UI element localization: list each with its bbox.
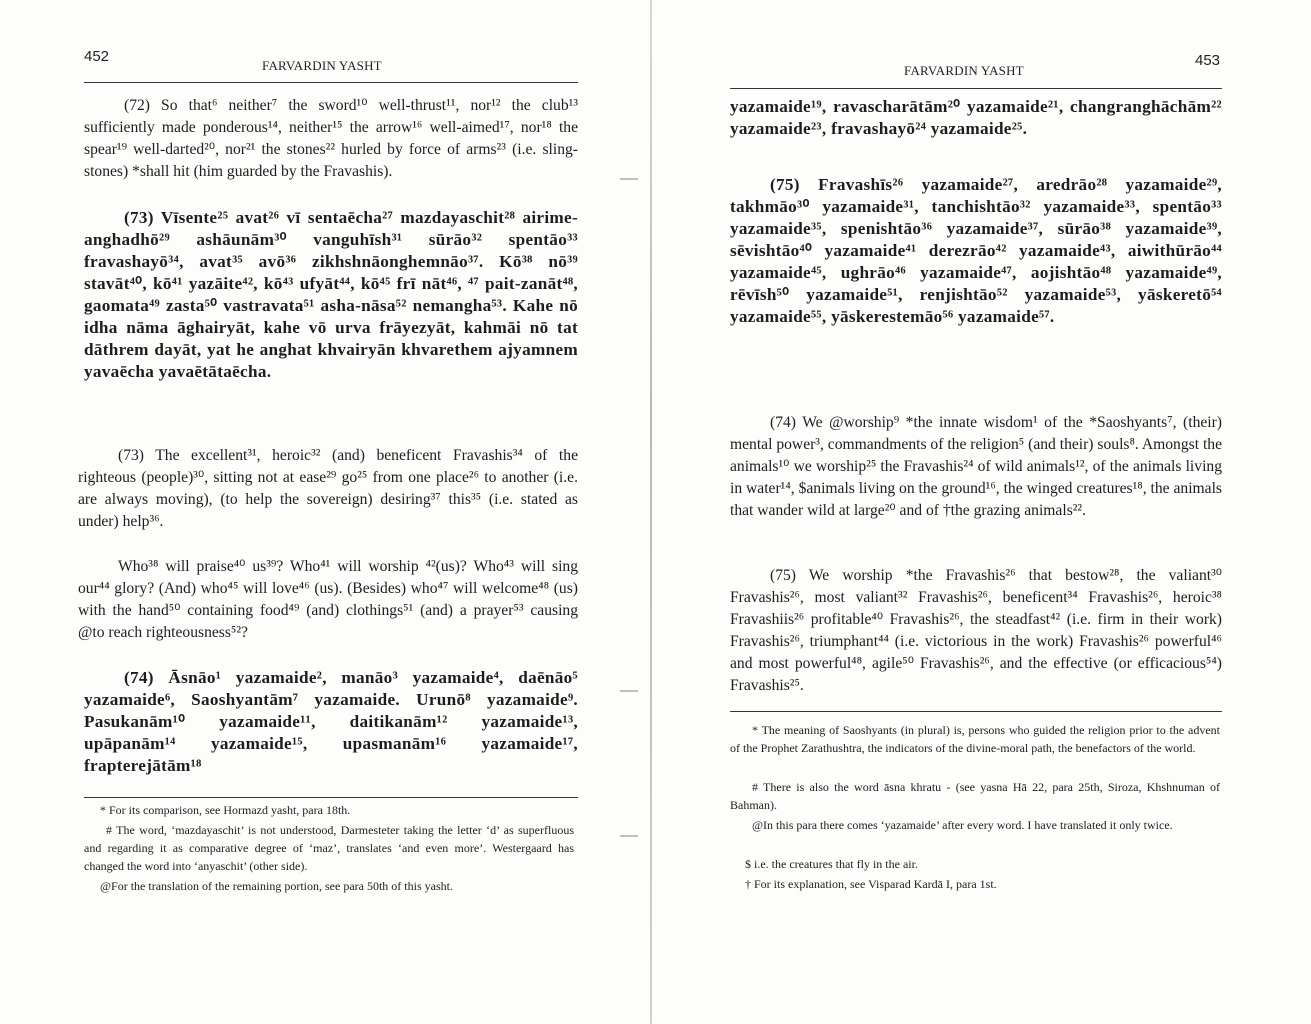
footnote: * The meaning of Saoshyants (in plural) is, persons who guided the religion prior to the advent of the Prophet Zarathushtra, the indicators of the divine-moral path, the benefactors of the world. xyxy=(730,723,1220,755)
avestan-paragraph-74-cont: yazamaide¹⁹, ravascharātām²⁰ yazamaide²¹, changranghāchām²² yazamaide²³, fravashayō²⁴ yazamaide²⁵. xyxy=(730,97,1222,138)
footnote-rule xyxy=(84,797,578,798)
right-page xyxy=(652,0,1311,1024)
footnote: @In this para there comes ‘yazamaide’ after every word. I have translated it only twice. xyxy=(752,818,1173,832)
footnote-rule xyxy=(730,711,1222,712)
left-page xyxy=(0,0,650,1024)
page-number: 452 xyxy=(84,48,110,65)
avestan-paragraph-74: (74) Āsnāo¹ yazamaide², manāo³ yazamaide⁴, daēnāo⁵ yazamaide⁶, Saoshyantām⁷ yazamaide. Urunō⁸ yazamaide⁹. Pasukanām¹⁰ yazamaide¹¹, daitikanām¹² yazamaide¹³, upāpanām¹⁴ yazamaide¹⁵, upasmanām¹⁶ yazamaide¹⁷, frapterejātām¹⁸ xyxy=(84,668,578,775)
footnote: * For its comparison, see Hormazd yasht, para 18th. xyxy=(100,803,351,817)
translation-paragraph-73-cont: Who³⁸ will praise⁴⁰ us³⁹? Who⁴¹ will worship ⁴²(us)? Who⁴³ will sing our⁴⁴ glory? (And) who⁴⁵ will love⁴⁶ (us). (Besides) who⁴⁷ will welcome⁴⁸ (us) with the hand⁵⁰ containing food⁴⁹ (and) clothings⁵¹ (and) a prayer⁵³ causing @to reach righteousness⁵²? xyxy=(78,558,578,641)
running-head: FARVARDIN YASHT xyxy=(262,58,382,73)
footnote: $ i.e. the creatures that fly in the air. xyxy=(745,857,918,871)
footnote: @For the translation of the remaining portion, see para 50th of this yasht. xyxy=(100,879,453,893)
footnote: † For its explanation, see Visparad Kardā I, para 1st. xyxy=(745,877,997,891)
translation-paragraph-72: (72) So that⁶ neither⁷ the sword¹⁰ well-thrust¹¹, nor¹² the club¹³ sufficiently made ponderous¹⁴, neither¹⁵ the arrow¹⁶ well-aimed¹⁷, nor¹⁸ the spear¹⁹ well-darted²⁰, nor²¹ the stones²² hurled by force of arms²³ (i.e. sling-stones) *shall hit (him guarded by the Fravashis). xyxy=(84,97,578,180)
header-rule xyxy=(84,82,578,83)
avestan-paragraph-73: (73) Vīsente²⁵ avat²⁶ vī sentaēcha²⁷ mazdayaschit²⁸ airime-anghadhō²⁹ ashāunām³⁰ vanguhīsh³¹ sūrāo³² spentāo³³ fravashayō³⁴, avat³⁵ avō³⁶ zikhshnāonghemnāo³⁷. Kō³⁸ nō³⁹ stavāt⁴⁰, kō⁴¹ yazāite⁴², kō⁴³ ufyāt⁴⁴, kō⁴⁵ frī nāt⁴⁶, ⁴⁷ pait-zanāt⁴⁸, gaomata⁴⁹ zasta⁵⁰ vastravata⁵¹ asha-nāsa⁵² nemangha⁵³. Kahe nō idha nāma āghairyāt, kahe vō urva frāyezyāt, kahmāi nō tat dāthrem dayāt, yat he anghat khvairyān khvarethem ajyamnem yavaēcha yavaētātaēcha. xyxy=(84,208,578,381)
page-number: 453 xyxy=(1195,52,1221,69)
running-head: FARVARDIN YASHT xyxy=(904,63,1024,78)
header-rule xyxy=(730,88,1222,89)
footnote: # There is also the word āsna khratu - (see yasna Hā 22, para 25th, Siroza, Khshnuman of Bahman). xyxy=(730,780,1220,812)
translation-paragraph-74: (74) We @worship⁹ *the innate wisdom¹ of the *Saoshyants⁷, (their) mental power³, commandments of the religion⁵ (and their) souls⁸. Amongst the animals¹⁰ we worship²⁵ the Fravashis²⁴ of wild animals¹², of the animals living in water¹⁴, $animals living on the ground¹⁶, the winged creatures¹⁸, the animals that wander wild at large²⁰ and of †the grazing animals²². xyxy=(730,414,1222,519)
footnote: # The word, ‘mazdayaschit’ is not understood, Darmesteter taking the letter ‘d’ as superfluous and regarding it as comparative degree of ‘maz’, translates ‘and even more’. Westergaard has changed the word into ‘anyaschit’ (other side). xyxy=(84,823,574,873)
avestan-paragraph-75: (75) Fravashīs²⁶ yazamaide²⁷, aredrāo²⁸ yazamaide²⁹, takhmāo³⁰ yazamaide³¹, tanchishtāo³² yazamaide³³, spentāo³³ yazamaide³⁵, spenishtāo³⁶ yazamaide³⁷, sūrāo³⁸ yazamaide³⁹, sēvishtāo⁴⁰ yazamaide⁴¹ derezrāo⁴² yazamaide⁴³, aiwithūrāo⁴⁴ yazamaide⁴⁵, ughrāo⁴⁶ yazamaide⁴⁷, aojishtāo⁴⁸ yazamaide⁴⁹, rēvīsh⁵⁰ yazamaide⁵¹, renjishtāo⁵² yazamaide⁵³, yāskeretō⁵⁴ yazamaide⁵⁵, yāskerestemāo⁵⁶ yazamaide⁵⁷. xyxy=(730,175,1222,326)
translation-paragraph-75: (75) We worship *the Fravashis²⁶ that bestow²⁸, the valiant³⁰ Fravashis²⁶, most valiant³² Fravashis²⁶, beneficent³⁴ Fravashis²⁶, heroic³⁸ Fravashiis²⁶ profitable⁴⁰ Fravashis²⁶, the steadfast⁴² (i.e. firm in their work) Fravashis²⁶, triumphant⁴⁴ (i.e. victorious in the work) Fravashis²⁶ powerful⁴⁶ and most powerful⁴⁸, agile⁵⁰ Fravashis²⁶, and the effective (or efficacious⁵⁴) Fravashis²⁵. xyxy=(730,567,1222,694)
translation-paragraph-73: (73) The excellent³¹, heroic³² (and) beneficent Fravashis³⁴ of the righteous (people)³⁰, sitting not at ease²⁹ go²⁵ from one place²⁶ to another (i.e. are always moving), (to help the sovereign) desiring³⁷ this³⁵ (i.e. stated as under) help³⁶. xyxy=(78,447,578,530)
